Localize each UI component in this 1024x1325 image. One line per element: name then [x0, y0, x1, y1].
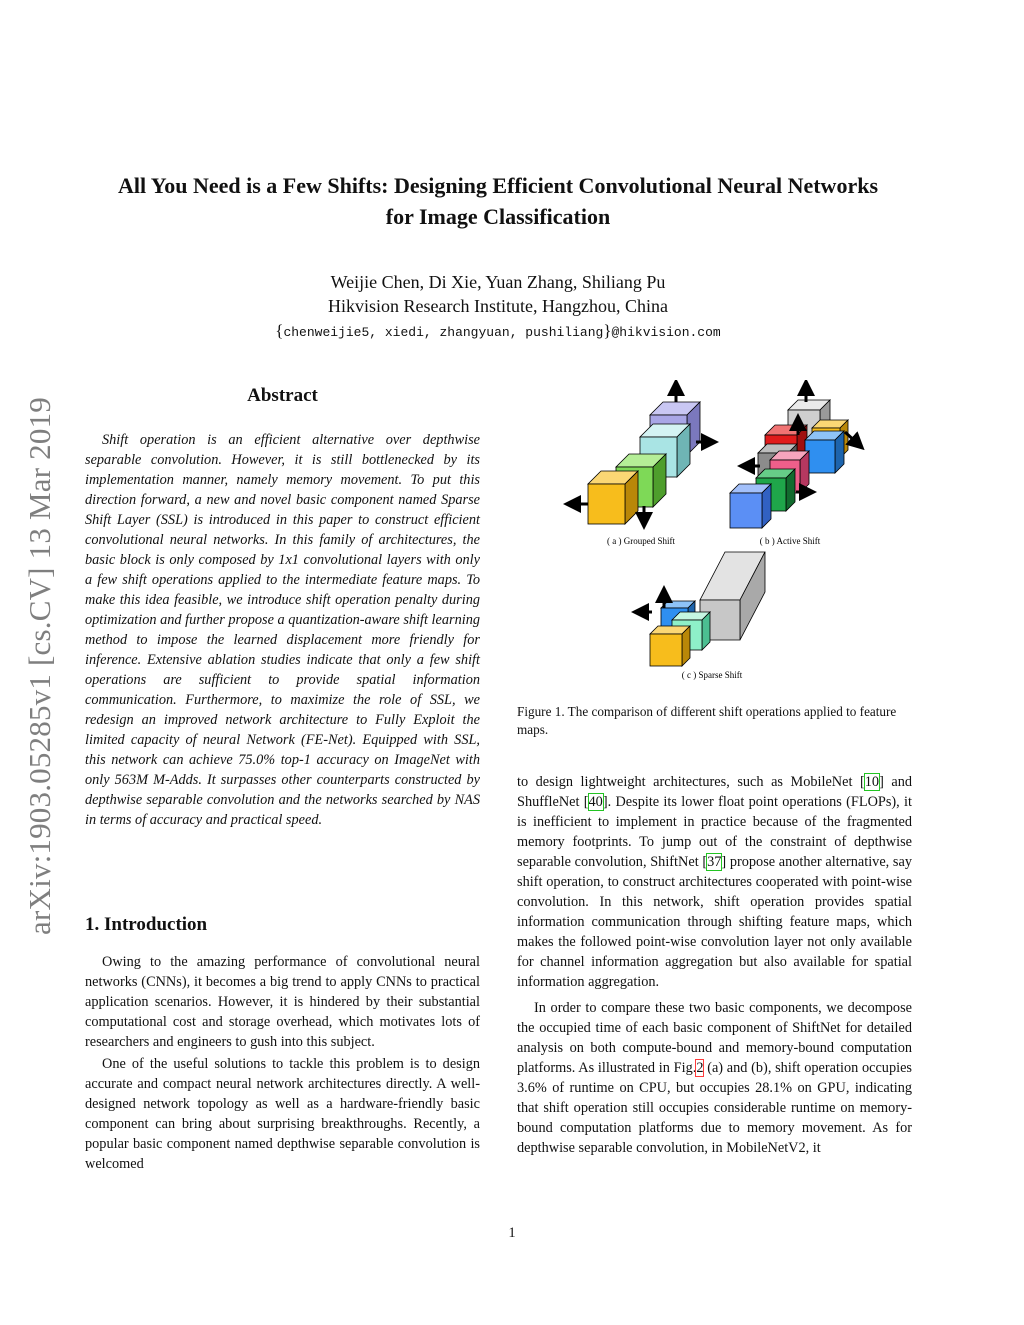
- paper-title: [60, 170, 936, 232]
- label-sparse-shift: ( c ) Sparse Shift: [681, 670, 743, 680]
- author-block: [60, 270, 936, 318]
- cube-yellow: [588, 471, 638, 524]
- active-shift-diagram: [730, 387, 858, 528]
- email-domain: @hikvision.com: [611, 325, 721, 340]
- sparse-shift-diagram: [640, 552, 765, 666]
- abstract-paragraph: Shift operation is an efficient alternative over depthwise separable convolution. However, it is still bottlenecked by its implementation manner, namely memory movement. To put this direction forward, a new and novel basic component named Sparse Shift Layer (SSL) is introduced in this paper to construct efficient convolutional neural networks. In this family of architectures, the basic block is only composed by 1x1 convolutional layers with only a few shift operations applied to the intermediate feature maps. To make this idea feasible, we introduce shift operation penalty during optimization and further propose a quantization-aware shift learning method to impose the learned displacement more friendly for inference. Extensive ablation studies indicate that only a few shift operations are sufficient to provide spatial information communication. Furthermore, to maximize the role of SSL, we redesign an improved network architecture to Fully Exploit the limited capacity of neural Network (FE-Net). Equipped with SSL, this network can achieve 75.0% top-1 accuracy on ImageNet with only 563M M-Adds. It surpasses other counterparts constructed by depthwise separable convolution and the networks searched by NAS in terms of accuracy and practical speed.: [85, 432, 480, 828]
- introduction-heading: 1. Introduction: [85, 914, 208, 935]
- figure-1-diagram: [560, 380, 880, 690]
- author-emails: [60, 321, 936, 341]
- cube-sky: [730, 484, 771, 528]
- introduction-text: [85, 952, 480, 1176]
- abstract-heading: Abstract: [247, 385, 318, 406]
- figure-1-caption: Figure 1. The comparison of different shift operations applied to feature maps.: [517, 704, 897, 737]
- page-number: 1: [508, 1225, 516, 1241]
- intro-paragraph-2: One of the useful solutions to tackle this problem is to design accurate and compact neural network architectures directly. A well-designed network topology as well as a hardware-friendly basic component can bring about surprising breakthroughs. Recently, a popular basic component named depthwise separable convolution is welcomed: [85, 1056, 480, 1172]
- email-brace-close: }: [603, 321, 612, 340]
- citation-link[interactable]: 10: [864, 774, 880, 790]
- arxiv-identifier: arXiv:1903.05285v1 [cs.CV] 13 Mar 2019: [22, 397, 57, 935]
- intro-paragraph-1: Owing to the amazing performance of convolutional neural networks (CNNs), it becomes a big trend to apply CNNs to practical application scenarios. However, it is hindered by their substantial computational cost and storage overhead, which motivates lots of researchers and engineers to gush into this subject.: [85, 954, 480, 1050]
- grouped-shift-diagram: [572, 387, 710, 524]
- right-column-text: [517, 772, 912, 1164]
- citation-link[interactable]: 37: [707, 854, 722, 870]
- email-names: chenweijie5, xiedi, zhangyuan, pushiliang: [283, 325, 604, 340]
- right-paragraph-2: In order to compare these two basic components, we decompose the occupied time of each basic component of ShiftNet for detailed analysis on both compute-bound and memory-bound computation platforms. As illustrated in Fig.2 (a) and (b), shift operation occupies 3.6% of runtime on CPU, but occupies 28.1% on GPU, indicating that shift operation still occupies considerable runtime on memory-bound computation platforms due to memory movement. As for depthwise separable convolution, in MobileNetV2, it: [517, 1000, 912, 1156]
- author-names: Weijie Chen, Di Xie, Yuan Zhang, Shiliang Pu: [330, 272, 666, 292]
- right-paragraph-1: to design lightweight architectures, such as MobileNet [10] and ShuffleNet [40]. Despite its lower float point operations (FLOPs), it is inefficient to implement in practice because of the fragmented memory footprints. To jump out of the constraint of depthwise separable convolution, ShiftNet [37] propose another alternative, say shift operation, to construct architectures cooperated with point-wise convolution. In this network, shift operation provides spatial information communication through shifting feature maps, which makes the followed point-wise convolution layer not only available for channel information aggregation but also available for spatial information aggregation.: [517, 774, 913, 990]
- citation-link[interactable]: 40: [588, 794, 603, 810]
- cube-blue: [805, 431, 844, 473]
- title-line-2: for Image Classification: [385, 204, 611, 229]
- figure-reference-link[interactable]: 2: [696, 1060, 704, 1076]
- label-grouped-shift: ( a ) Grouped Shift: [607, 536, 675, 546]
- cube-yellow-c: [650, 626, 690, 666]
- email-brace-open: {: [275, 321, 284, 340]
- title-line-1: All You Need is a Few Shifts: Designing Efficient Convolutional Neural Networks: [117, 173, 879, 198]
- label-active-shift: ( b ) Active Shift: [759, 536, 821, 546]
- author-affiliation: Hikvision Research Institute, Hangzhou, China: [328, 296, 668, 316]
- abstract-text: [85, 430, 480, 830]
